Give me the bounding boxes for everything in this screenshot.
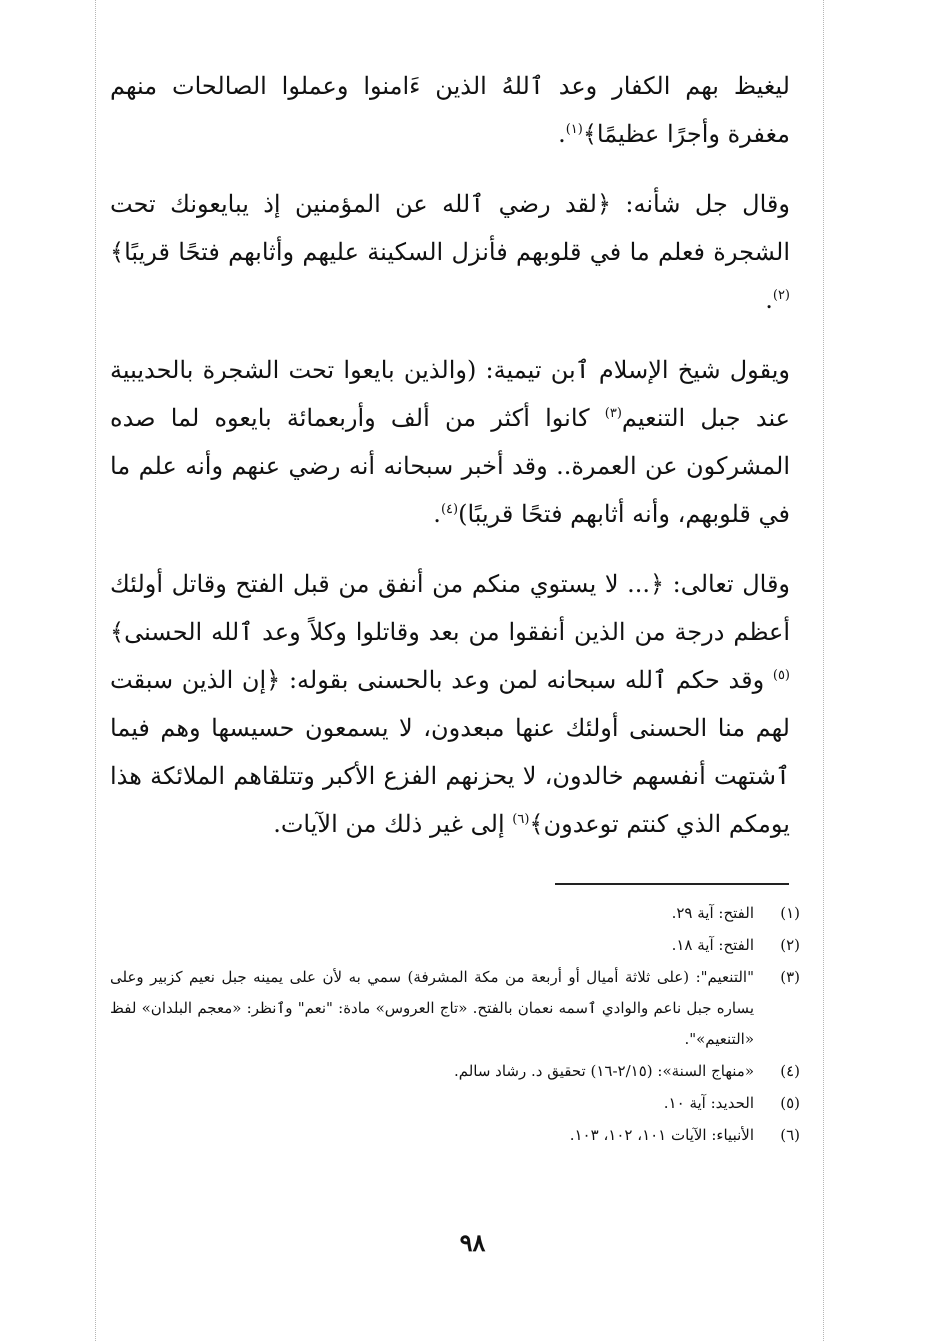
paragraph-4 — [110, 560, 790, 848]
footnote-ref-5: (٥) — [772, 668, 790, 683]
right-margin-guide — [823, 0, 824, 1341]
footnote-6 — [110, 1120, 800, 1151]
footnote-ref-3: (٣) — [604, 406, 622, 421]
paragraph-3-continuation: كانوا أكثر من ألف وأربعمائة بايعوه لما صده المشركون عن العمرة.. وقد أخبر سبحانه أنه رضي عنهم وأنه علم ما في قلوبهم، وأنه أثابهم فتحًا قريبًا) — [110, 404, 790, 528]
footnote-number: (٢) — [780, 936, 800, 954]
footnote-text: الفتح: آية ١٨. — [671, 936, 754, 954]
paragraph-2-end: . — [765, 286, 773, 314]
paragraph-2-text: وقال جل شأنه: ﴿لقد رضي ٱلله عن المؤمنين إذ يبايعونك تحت الشجرة فعلم ما في قلوبهم فأنزل السكينة عليهم وأثابهم فتحًا قريبًا﴾ — [110, 190, 791, 266]
paragraph-1 — [110, 62, 790, 158]
footnote-ref-1: (١) — [565, 122, 583, 137]
paragraph-3-end: . — [433, 500, 441, 528]
footnote-number: (٥) — [780, 1094, 800, 1112]
footnote-text: الأنبياء: الآيات ١٠١، ١٠٢، ١٠٣. — [569, 1126, 754, 1144]
paragraph-3-text: ويقول شيخ الإسلام ٱبن تيمية: (والذين بايعوا تحت الشجرة بالحديبية عند جبل التنعيم — [110, 356, 791, 432]
paragraph-1-text: ليغيظ بهم الكفار وعد ٱللهُ الذين ءَامنوا وعملوا الصالحات منهم مغفرة وأجرًا عظيمًا﴾ — [110, 72, 790, 148]
footnote-1 — [110, 898, 800, 929]
page-number: ٩٨ — [459, 1228, 486, 1257]
footnote-ref-2: (٢) — [772, 288, 790, 303]
footnote-number: (١) — [780, 904, 800, 922]
footnote-text: الفتح: آية ٢٩. — [671, 904, 754, 922]
footnote-ref-6: (٦) — [512, 812, 530, 827]
footnote-separator — [555, 883, 789, 885]
footnote-3 — [110, 962, 800, 1055]
paragraph-4-text: وقال تعالى: ﴿... لا يستوي منكم من أنفق من قبل الفتح وقاتل أولئك أعظم درجة من الذين أنفقوا من بعد وقاتلوا وكلاً وعد ٱلله الحسنى﴾ — [110, 570, 790, 646]
footnote-text: «منهاج السنة»: (٢/١٥-١٦) تحقيق د. رشاد سالم. — [453, 1062, 754, 1080]
paragraph-3 — [110, 346, 790, 538]
footnote-number: (٣) — [780, 968, 800, 986]
footnote-text: الحديد: آية ١٠. — [663, 1094, 754, 1112]
footnote-number: (٦) — [780, 1126, 800, 1144]
footnote-text: "التنعيم": (على ثلاثة أميال أو أربعة من مكة المشرفة) سمي به لأن على يمينه جبل نعيم كزبير وعلى يساره جبل ناعم والوادي ٱسمه نعمان بالفتح. «تاج العروس» مادة: "نعم" وٱنظر: «معجم البلدان» لفظ «التنعيم»". — [110, 968, 754, 1048]
left-margin-guide — [95, 0, 96, 1341]
footnote-4 — [110, 1056, 800, 1087]
paragraph-4-continuation: وقد حكم ٱلله سبحانه لمن وعد بالحسنى بقوله: ﴿إن الذين سبقت لهم منا الحسنى أولئك عنها مبعدون، لا يسمعون حسيسها وهم فيما ٱشتهت أنفسهم خالدون، لا يحزنهم الفزع الأكبر وتتلقاهم الملائكة هذا يومكم الذي كنتم توعدون﴾ — [110, 666, 790, 838]
footnote-ref-4: (٤) — [440, 502, 459, 517]
footnotes — [110, 898, 800, 1152]
footnote-2 — [110, 930, 800, 961]
paragraph-2 — [110, 180, 790, 324]
footnote-5 — [110, 1088, 800, 1119]
footnote-number: (٤) — [780, 1062, 800, 1080]
paragraph-4-end: إلى غير ذلك من الآيات. — [273, 810, 513, 838]
main-text — [110, 62, 790, 870]
paragraph-1-end: . — [558, 120, 566, 148]
